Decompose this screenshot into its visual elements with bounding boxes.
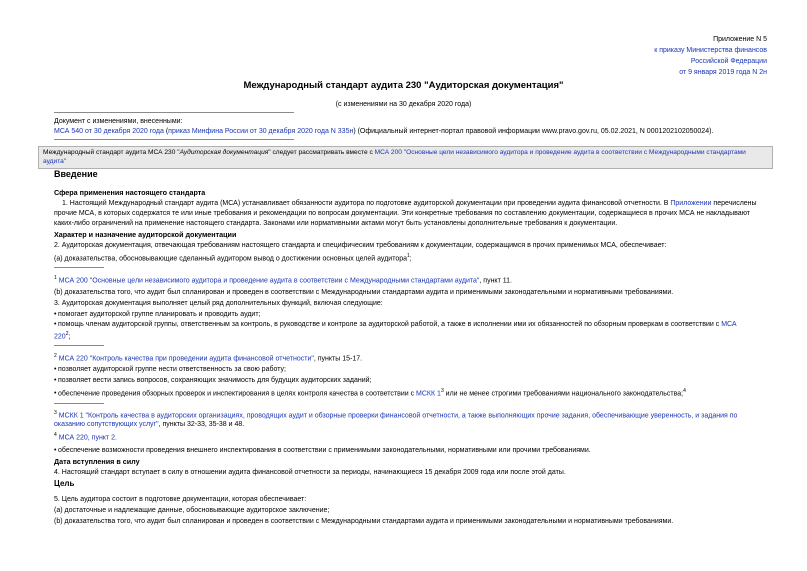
footnote-ref-4[interactable]: 4: [683, 388, 686, 394]
footnote-divider-3: [54, 403, 104, 404]
p3c-text: позволяет аудиторской группе нести ответственность за свою работу;: [58, 366, 286, 373]
paragraph-2b: (b) доказательства того, что аудит был спланирован и проведен в соответствии с Международными стандартами аудита и применимыми законодательными и нормативными требованиями.: [54, 289, 674, 296]
section-scope-heading: Сфера применения настоящего стандарта: [54, 188, 206, 197]
note-box: [38, 146, 773, 169]
footnote-divider-1: [54, 267, 104, 268]
note-link-msa200[interactable]: МСА 200 "Основные цели независимого аудитора и проведение аудита в соответствии с Международными стандартами аудита": [43, 149, 746, 165]
paragraph-3: 3. Аудиторская документация выполняет целый ряд дополнительных функций, включая следующие:: [54, 300, 383, 307]
page-subtitle: (с изменениями на 30 декабря 2020 года): [335, 101, 472, 108]
footnote-2: [54, 352, 362, 363]
changes-paren: (: [163, 128, 169, 135]
note-part-1: Международный стандарт аудита МСА 230 ": [43, 149, 180, 156]
bullet: •: [54, 321, 57, 328]
p2a-mark: ;: [409, 255, 412, 263]
bullet: •: [54, 377, 57, 384]
footnote-3-line-2: [54, 420, 244, 429]
change-link-order[interactable]: приказ Минфина России от 30 декабря 2020 года N 335н: [168, 128, 354, 135]
paragraph-2a: [54, 252, 412, 263]
paragraph-3b-line-1: [54, 320, 737, 329]
footnote-3-line-1: [54, 409, 737, 420]
footnote-ref-1[interactable]: 1: [407, 253, 410, 259]
appendix-line-4[interactable]: от 9 января 2019 года N 2н: [679, 69, 767, 76]
bullet: •: [54, 366, 57, 373]
p3a-text: помогает аудиторской группе планировать и проводить аудит;: [58, 311, 261, 318]
p3f-text: обеспечение возможности проведения внешнего инспектирования в соответствии с применимыми законодательными, нормативными или прочими требованиями.: [58, 447, 591, 454]
p3b-link-msa[interactable]: МСА: [721, 321, 737, 328]
bullet: •: [54, 447, 57, 454]
footnote-divider-2: [54, 345, 104, 346]
p1-text-b: перечислены: [711, 200, 757, 207]
footnote-1-rest: , пункт 11.: [479, 277, 512, 285]
p3b-end: ;: [68, 333, 71, 341]
paragraph-5: 5. Цель аудитора состоит в подготовке документации, которая обеспечивает:: [54, 496, 307, 503]
paragraph-2: 2. Аудиторская документация, отвечающая требованиям настоящего стандарта и специфическим требованиям к документации, содержащимся в прочих применимых МСА, обеспечивает:: [54, 242, 667, 249]
paragraph-1-line-1: [62, 199, 757, 208]
section-intro-heading: Введение: [54, 169, 98, 179]
footnote-mark-3: 3: [54, 410, 57, 416]
appendix-line-2[interactable]: к приказу Министерства финансов: [654, 47, 767, 54]
changes-divider: [54, 112, 294, 113]
section-nature-heading: Характер и назначение аудиторской документации: [54, 230, 237, 239]
page-title: Международный стандарт аудита 230 "Аудиторская документация": [243, 80, 564, 91]
footnote-4: [54, 431, 117, 442]
p3e-text-a: обеспечение проведения обзорных проверок и инспектирования в целях контроля качества в соответствии с: [58, 390, 417, 398]
paragraph-3c: [54, 365, 286, 374]
p3b-text: помощь членам аудиторской группы, ответственным за контроль, в руководстве и контроле за аудиторской работой, а также в исполнении ими их обязанностей по обзорным проверкам в соответствии с: [58, 321, 722, 328]
changes-label: Документ с изменениями, внесенными:: [54, 118, 183, 125]
paragraph-3b-line-2: [54, 330, 70, 341]
paragraph-3f: [54, 446, 591, 455]
footnote-3-link[interactable]: МСКК 1 "Контроль качества в аудиторских организациях, проводящих аудит и обзорные проверки финансовой отчетности, а также выполняющих прочие задания, обеспечивающие уверенность, и задания по: [58, 412, 738, 420]
footnote-ref-2[interactable]: 2: [65, 331, 69, 337]
appendix-line-1: Приложение N 5: [713, 36, 767, 43]
paragraph-1-line-3: каких-либо ограничений на применение настоящего стандарта. Законами или нормативными актами могут быть установлены дополнительные требования к документации.: [54, 220, 618, 227]
paragraph-5b: (b) доказательства того, что аудит был спланирован и проведен в соответствии с Международными стандартами аудита и применимыми законодательными и нормативными требованиями.: [54, 518, 674, 525]
footnote-3-link-cont[interactable]: оказанию сопутствующих услуг": [54, 421, 159, 428]
paragraph-5a: (a) достаточные и надлежащие данные, обосновывающие аудиторское заключение;: [54, 507, 330, 514]
footnote-2-link[interactable]: МСА 220 "Контроль качества при проведении аудита финансовой отчетности": [58, 355, 314, 363]
p3d-text: позволяет вести запись вопросов, сохраняющих значимость для будущих аудиторских заданий;: [58, 377, 372, 384]
changes-rest: ) (Официальный интернет-портал правовой информации www.pravo.gov.ru, 05.02.2021, N 0001202102050024).: [353, 128, 714, 135]
footnote-mark-2: 2: [54, 353, 57, 359]
footnote-1: [54, 274, 512, 285]
note-text: [43, 149, 769, 166]
section-goal-heading: Цель: [54, 479, 75, 488]
paragraph-4: 4. Настоящий стандарт вступает в силу в отношении аудита финансовой отчетности за периоды, начинающиеся 15 декабря 2009 года или после этой даты.: [54, 469, 566, 476]
changes-line: [54, 127, 713, 136]
p2a-text: (a) доказательства, обосновывающие сделанный аудитором вывод о достижении основных целей аудитора: [54, 255, 407, 263]
paragraph-3d: [54, 376, 371, 385]
appendix-line-3[interactable]: Российской Федерации: [690, 58, 767, 65]
footnote-3-rest: , пункты 32-33, 35-38 и 48.: [158, 421, 245, 428]
footnote-mark-4: 4: [54, 432, 57, 438]
footnote-ref-3[interactable]: 3: [440, 388, 444, 394]
note-part-2: " следует рассматривать вместе с: [268, 149, 375, 156]
paragraph-3e: [54, 387, 686, 398]
paragraph-3a: [54, 310, 261, 319]
bullet: •: [54, 390, 57, 398]
p3b-link-220[interactable]: 220: [54, 333, 66, 341]
footnote-mark-1: 1: [54, 275, 57, 281]
paragraph-1-line-2: прочие МСА, в которых содержатся те или иные требования и рекомендации по вопросам документации. Эти конкретные требования по составлению документации, содержащиеся в прочих МСА не накладывают: [54, 210, 750, 217]
p1-text-a: 1. Настоящий Международный стандарт аудита (МСА) устанавливает обязанности аудитора по подготовке аудиторской документации при проведении аудита финансовой отчетности. В: [62, 200, 671, 207]
p3e-link-mskk1[interactable]: МСКК 1: [416, 390, 441, 398]
p1-appendix-link[interactable]: Приложении: [670, 200, 712, 207]
footnote-4-link[interactable]: МСА 220, пункт 2.: [58, 434, 117, 442]
bullet: •: [54, 311, 57, 318]
change-link-msa540[interactable]: МСА 540 от 30 декабря 2020 года: [54, 128, 164, 135]
section-effective-heading: Дата вступления в силу: [54, 457, 140, 466]
note-italic: Аудиторская документация: [179, 149, 269, 156]
changes-divider-bottom: [54, 139, 294, 140]
p3e-text-b: или не менее строгими требованиями национального законодательства;: [443, 390, 684, 398]
footnote-2-rest: , пункты 15-17.: [313, 355, 363, 363]
footnote-1-link[interactable]: МСА 200 "Основные цели независимого аудитора и проведение аудита в соответствии с Международными стандартами аудита": [58, 277, 480, 285]
